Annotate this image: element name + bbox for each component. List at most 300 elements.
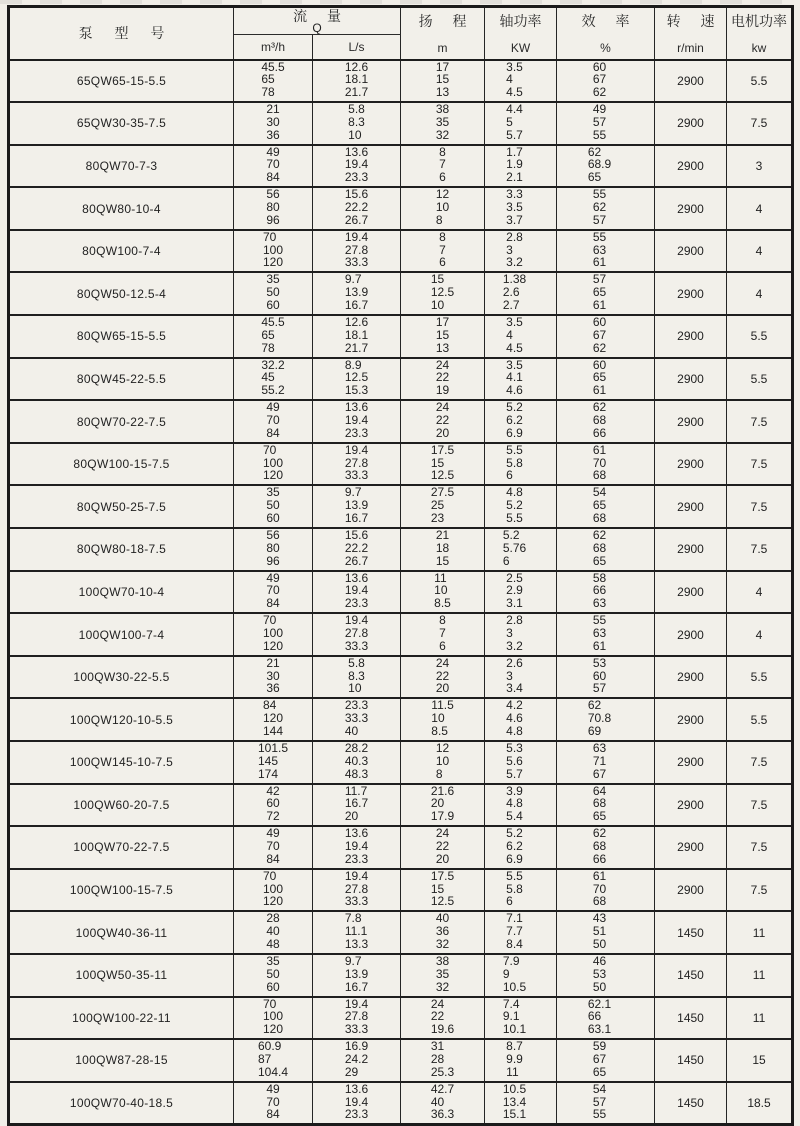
shaft-power-cell [485,315,557,358]
flow-ls-cell [313,741,401,784]
motor-power-cell: 4 [727,187,793,230]
shaft-power-cell-values: 3.9 4.8 5.4 [506,783,523,824]
shaft-power-cell-values: 2.5 2.9 3.1 [506,570,523,611]
efficiency-cell-values: 55 63 61 [592,613,607,653]
table-row [9,102,793,145]
flow-m3h-cell [234,1082,313,1125]
pump-model-cell [9,741,234,784]
speed-cell: 2900 [655,400,727,443]
flow-ls-cell-values: 12.6 18.1 21.7 [344,59,369,100]
motor-power-cell: 4 [727,613,793,656]
flow-ls-cell [313,230,401,273]
header-pump-model-label: 泵 型 号 [78,25,174,42]
flow-ls-cell-values: 15.6 22.2 26.7 [344,528,369,568]
flow-m3h-cell-values: 60.9 87 104.4 [257,1039,289,1079]
shaft-power-cell [485,528,557,571]
head-cell [401,272,485,315]
flow-m3h-cell [234,911,313,954]
shaft-power-cell-values: 2.6 3 3.4 [506,655,523,696]
flow-ls-cell-values: 13.6 19.4 23.3 [344,826,369,866]
flow-m3h-cell [234,869,313,912]
flow-m3h-cell [234,60,313,103]
pump-model-text: 100QW50-35-11 [75,968,168,983]
flow-m3h-cell-values: 84 120 144 [262,698,284,738]
pump-spec-sheet [7,5,794,1126]
head-cell-values: 27.5 25 23 [430,485,455,526]
pump-model-cell [9,60,234,103]
pump-model-cell [9,145,234,188]
efficiency-cell [557,315,655,358]
shaft-power-cell [485,826,557,869]
efficiency-cell-values: 54 57 55 [592,1081,607,1122]
flow-ls-cell [313,187,401,230]
flow-m3h-cell [234,1039,313,1082]
shaft-power-cell [485,997,557,1040]
head-cell-values: 21.6 20 17.9 [430,783,455,824]
motor-power-cell: 4 [727,571,793,614]
flow-m3h-cell-values: 56 80 96 [266,528,280,568]
efficiency-cell [557,698,655,741]
head-cell-values: 17.5 15 12.5 [430,442,455,483]
head-cell [401,911,485,954]
efficiency-cell-values: 62 68 65 [592,528,607,568]
table-row [9,826,793,869]
flow-ls-cell-values: 9.7 13.9 16.7 [344,953,369,994]
head-cell-values: 38 35 32 [435,102,450,142]
shaft-power-cell [485,954,557,997]
flow-m3h-cell-values: 49 70 84 [266,400,280,440]
table-row [9,954,793,997]
flow-ls-cell [313,485,401,528]
efficiency-cell [557,911,655,954]
flow-m3h-cell [234,443,313,486]
flow-ls-cell [313,869,401,912]
flow-m3h-cell-values: 101.5 145 174 [257,741,289,781]
flow-ls-cell [313,954,401,997]
motor-power-cell: 7.5 [727,869,793,912]
head-cell [401,358,485,401]
efficiency-cell-values: 62 68.9 65 [587,144,612,185]
shaft-power-cell [485,571,557,614]
motor-power-cell: 7.5 [727,400,793,443]
head-cell-values: 38 35 32 [435,953,450,994]
head-cell [401,485,485,528]
pump-model-cell [9,869,234,912]
flow-m3h-cell [234,145,313,188]
head-cell [401,698,485,741]
pump-model-text: 100QW40-36-11 [75,925,168,940]
pump-model-cell [9,102,234,145]
flow-m3h-cell-values: 70 100 120 [262,868,284,909]
efficiency-cell-values: 58 66 63 [592,570,607,611]
pump-model-text: 80QW100-15-7.5 [73,457,170,472]
flow-m3h-cell [234,997,313,1040]
head-cell [401,571,485,614]
head-cell-values: 24 22 20 [435,826,450,866]
head-cell-values: 24 22 20 [435,400,450,440]
pump-model-cell [9,315,234,358]
head-cell [401,613,485,656]
efficiency-cell-values: 62 68 66 [592,826,607,866]
speed-cell: 2900 [655,528,727,571]
speed-cell: 2900 [655,485,727,528]
flow-m3h-cell-values: 32.2 45 55.2 [261,357,285,398]
pump-model-text: 80QW50-12.5-4 [76,286,167,301]
efficiency-cell [557,784,655,827]
pump-model-cell [9,187,234,230]
pump-model-text: 100QW120-10-5.5 [69,712,174,727]
head-cell [401,826,485,869]
flow-m3h-cell [234,485,313,528]
header-motor-power [727,7,793,60]
speed-cell: 1450 [655,1039,727,1082]
efficiency-cell-values: 62 70.8 69 [587,698,612,738]
flow-m3h-cell [234,571,313,614]
efficiency-cell-values: 64 68 65 [592,783,607,824]
shaft-power-cell-values: 4.2 4.6 4.8 [506,698,523,738]
header-flow-unit-m3h: m³/h [234,35,313,60]
pump-model-text: 100QW70-22-7.5 [73,840,170,855]
flow-m3h-cell [234,187,313,230]
motor-power-cell: 5.5 [727,315,793,358]
head-cell [401,1082,485,1125]
pump-model-text: 80QW45-22-5.5 [76,371,167,386]
motor-power-cell: 4 [727,230,793,273]
header-flow-unit-ls: L/s [313,35,401,60]
flow-ls-cell-values: 19.4 27.8 33.3 [344,229,369,270]
speed-cell: 2900 [655,358,727,401]
flow-m3h-cell-values: 49 70 84 [266,144,280,185]
efficiency-cell-values: 49 57 55 [592,102,607,142]
header-shaft-power-label: 轴功率 [499,13,542,30]
table-row [9,997,793,1040]
header-flow-group [234,7,401,35]
flow-ls-cell-values: 5.8 8.3 10 [348,655,365,696]
speed-cell: 2900 [655,869,727,912]
table-row [9,869,793,912]
head-cell [401,230,485,273]
flow-m3h-cell [234,656,313,699]
flow-m3h-cell [234,528,313,571]
header-speed-label: 转 速 [666,13,723,30]
head-cell-values: 40 36 32 [435,911,450,951]
speed-cell: 2900 [655,826,727,869]
pump-model-text: 80QW70-22-7.5 [76,414,167,429]
flow-ls-cell [313,1039,401,1082]
speed-cell: 2900 [655,443,727,486]
motor-power-cell: 7.5 [727,102,793,145]
flow-m3h-cell-values: 49 70 84 [266,1081,280,1122]
efficiency-cell [557,826,655,869]
flow-m3h-cell-values: 21 30 36 [266,655,280,696]
header-pump-model [9,7,234,60]
shaft-power-cell [485,1082,557,1125]
flow-ls-cell-values: 15.6 22.2 26.7 [344,187,369,227]
motor-power-cell: 3 [727,145,793,188]
speed-cell: 2900 [655,60,727,103]
speed-cell: 1450 [655,997,727,1040]
flow-ls-cell-values: 11.7 16.7 20 [344,783,369,824]
flow-ls-cell [313,315,401,358]
motor-power-cell: 11 [727,997,793,1040]
head-cell-values: 24 22 19.6 [430,996,455,1037]
efficiency-cell-values: 60 65 61 [592,357,607,398]
motor-power-cell: 5.5 [727,60,793,103]
flow-ls-cell [313,698,401,741]
table-row [9,400,793,443]
header-motor-power-label: 电机功率 [731,13,788,30]
flow-m3h-cell-values: 42 60 72 [266,783,280,824]
pump-model-text: 65QW65-15-5.5 [76,73,167,88]
motor-power-cell: 18.5 [727,1082,793,1125]
head-cell [401,187,485,230]
head-cell [401,741,485,784]
shaft-power-cell [485,400,557,443]
pump-model-cell [9,784,234,827]
shaft-power-cell [485,145,557,188]
shaft-power-cell-values: 5.2 6.2 6.9 [506,400,523,440]
motor-power-cell: 5.5 [727,358,793,401]
shaft-power-cell [485,272,557,315]
flow-ls-cell-values: 23.3 33.3 40 [344,698,369,738]
head-cell-values: 17 15 13 [435,315,450,355]
motor-power-cell: 11 [727,954,793,997]
table-row [9,784,793,827]
table-row [9,485,793,528]
flow-ls-cell-values: 16.9 24.2 29 [344,1039,369,1079]
header-flow-label: 流 量 [293,8,349,24]
speed-cell: 1450 [655,911,727,954]
table-row [9,613,793,656]
shaft-power-cell [485,656,557,699]
flow-m3h-cell [234,272,313,315]
efficiency-cell-values: 59 67 65 [592,1039,607,1079]
shaft-power-cell [485,741,557,784]
flow-m3h-cell [234,102,313,145]
flow-m3h-cell-values: 35 50 60 [266,485,280,526]
header-shaft-power-unit: KW [510,41,531,56]
header-speed-unit: r/min [677,41,704,56]
flow-ls-cell-values: 5.8 8.3 10 [348,102,365,142]
shaft-power-cell [485,443,557,486]
efficiency-cell-values: 61 70 68 [592,442,607,483]
header-flow-symbol: Q [312,21,322,35]
flow-ls-cell [313,656,401,699]
shaft-power-cell [485,613,557,656]
header-head-label: 扬 程 [418,13,475,30]
table-row [9,60,793,103]
pump-model-cell [9,656,234,699]
pump-model-cell [9,272,234,315]
pump-model-cell [9,613,234,656]
efficiency-cell-values: 54 65 68 [592,485,607,526]
head-cell-values: 8 7 6 [439,613,446,653]
shaft-power-cell-values: 1.38 2.6 2.7 [502,272,527,313]
flow-ls-cell [313,571,401,614]
speed-cell: 1450 [655,954,727,997]
efficiency-cell-values: 55 62 57 [592,187,607,227]
table-row [9,1039,793,1082]
shaft-power-cell-values: 2.8 3 3.2 [506,613,523,653]
shaft-power-cell-values: 3.5 4 4.5 [506,59,523,100]
flow-m3h-cell [234,784,313,827]
flow-ls-cell [313,358,401,401]
head-cell [401,784,485,827]
flow-m3h-cell [234,954,313,997]
head-cell [401,443,485,486]
shaft-power-cell-values: 8.7 9.9 11 [506,1039,523,1079]
flow-m3h-cell-values: 45.5 65 78 [261,315,285,355]
flow-m3h-cell [234,358,313,401]
head-cell-values: 24 22 20 [435,655,450,696]
efficiency-cell [557,230,655,273]
flow-m3h-cell [234,741,313,784]
shaft-power-cell-values: 7.1 7.7 8.4 [506,911,523,951]
head-cell [401,60,485,103]
pump-model-text: 80QW70-7-3 [85,158,158,173]
efficiency-cell [557,1039,655,1082]
efficiency-cell-values: 53 60 57 [592,655,607,696]
motor-power-cell: 7.5 [727,528,793,571]
shaft-power-cell-values: 1.7 1.9 2.1 [506,144,523,185]
head-cell-values: 8 7 6 [439,229,446,270]
head-cell-values: 8 7 6 [439,144,446,185]
shaft-power-cell-values: 5.3 5.6 5.7 [506,741,523,781]
flow-ls-cell-values: 19.4 27.8 33.3 [344,868,369,909]
efficiency-cell [557,741,655,784]
head-cell-values: 11 10 8.5 [434,570,451,611]
efficiency-cell-values: 43 51 50 [592,911,607,951]
head-cell [401,145,485,188]
flow-m3h-cell [234,315,313,358]
head-cell-values: 42.7 40 36.3 [430,1081,455,1122]
flow-ls-cell [313,911,401,954]
shaft-power-cell [485,230,557,273]
pump-model-text: 100QW145-10-7.5 [69,755,174,770]
efficiency-cell [557,656,655,699]
shaft-power-cell [485,1039,557,1082]
speed-cell: 2900 [655,613,727,656]
flow-ls-cell [313,443,401,486]
head-cell-values: 24 22 19 [435,357,450,398]
table-row [9,698,793,741]
efficiency-cell-values: 60 67 62 [592,59,607,100]
efficiency-cell [557,528,655,571]
head-cell [401,869,485,912]
flow-ls-cell-values: 28.2 40.3 48.3 [344,741,369,781]
flow-ls-cell-values: 13.6 19.4 23.3 [344,400,369,440]
shaft-power-cell [485,911,557,954]
speed-cell: 2900 [655,784,727,827]
flow-m3h-cell-values: 35 50 60 [266,953,280,994]
flow-ls-cell-values: 13.6 19.4 23.3 [344,144,369,185]
efficiency-cell [557,102,655,145]
efficiency-cell [557,485,655,528]
flow-m3h-cell [234,230,313,273]
shaft-power-cell-values: 10.5 13.4 15.1 [502,1081,527,1122]
shaft-power-cell-values: 3.3 3.5 3.7 [506,187,523,227]
pump-model-text: 80QW65-15-5.5 [76,329,167,344]
header-efficiency-unit: % [600,41,611,56]
table-row [9,911,793,954]
flow-m3h-cell-values: 56 80 96 [266,187,280,227]
efficiency-cell [557,869,655,912]
shaft-power-cell-values: 5.5 5.8 6 [506,442,523,483]
table-row [9,358,793,401]
efficiency-cell [557,954,655,997]
table-row [9,656,793,699]
flow-ls-cell [313,400,401,443]
efficiency-cell [557,145,655,188]
flow-ls-cell [313,145,401,188]
speed-cell: 2900 [655,656,727,699]
table-row [9,315,793,358]
shaft-power-cell [485,102,557,145]
header-motor-power-unit: kw [751,41,767,56]
head-cell-values: 31 28 25.3 [430,1039,455,1079]
flow-m3h-cell-values: 70 100 120 [262,229,284,270]
flow-m3h-cell-values: 45.5 65 78 [261,59,285,100]
flow-ls-cell [313,272,401,315]
head-cell [401,315,485,358]
flow-ls-cell [313,1082,401,1125]
pump-model-text: 80QW100-7-4 [82,244,161,259]
head-cell [401,1039,485,1082]
flow-ls-cell [313,613,401,656]
pump-model-text: 65QW30-35-7.5 [76,116,167,131]
motor-power-cell: 11 [727,911,793,954]
flow-m3h-cell-values: 70 100 120 [262,613,284,653]
head-cell [401,102,485,145]
head-cell-values: 17 15 13 [435,59,450,100]
pump-model-text: 80QW80-10-4 [82,201,161,216]
flow-m3h-cell [234,698,313,741]
shaft-power-cell-values: 4.8 5.2 5.5 [506,485,523,526]
speed-cell: 2900 [655,698,727,741]
flow-ls-cell [313,826,401,869]
flow-ls-cell-values: 19.4 27.8 33.3 [344,613,369,653]
shaft-power-cell-values: 2.8 3 3.2 [506,229,523,270]
flow-ls-cell [313,102,401,145]
pump-model-text: 100QW70-40-18.5 [69,1096,174,1111]
pump-model-text: 80QW50-25-7.5 [76,499,167,514]
speed-cell: 2900 [655,187,727,230]
pump-model-cell [9,1082,234,1125]
motor-power-cell: 7.5 [727,443,793,486]
efficiency-cell [557,358,655,401]
pump-model-cell [9,826,234,869]
flow-m3h-cell-values: 70 100 120 [262,996,284,1037]
efficiency-cell-values: 61 70 68 [592,868,607,909]
flow-m3h-cell-values: 49 70 84 [266,826,280,866]
flow-ls-cell [313,528,401,571]
motor-power-cell: 7.5 [727,784,793,827]
efficiency-cell [557,187,655,230]
flow-m3h-cell-values: 49 70 84 [266,570,280,611]
shaft-power-cell-values: 3.5 4.1 4.6 [506,357,523,398]
pump-model-text: 100QW60-20-7.5 [73,797,170,812]
shaft-power-cell [485,60,557,103]
speed-cell: 2900 [655,741,727,784]
efficiency-cell-values: 57 65 61 [592,272,607,313]
flow-m3h-cell-values: 70 100 120 [262,442,284,483]
efficiency-cell-values: 55 63 61 [592,229,607,270]
pump-model-cell [9,911,234,954]
table-row [9,741,793,784]
pump-model-cell [9,443,234,486]
pump-model-text: 100QW100-7-4 [78,627,165,642]
pump-model-cell [9,358,234,401]
